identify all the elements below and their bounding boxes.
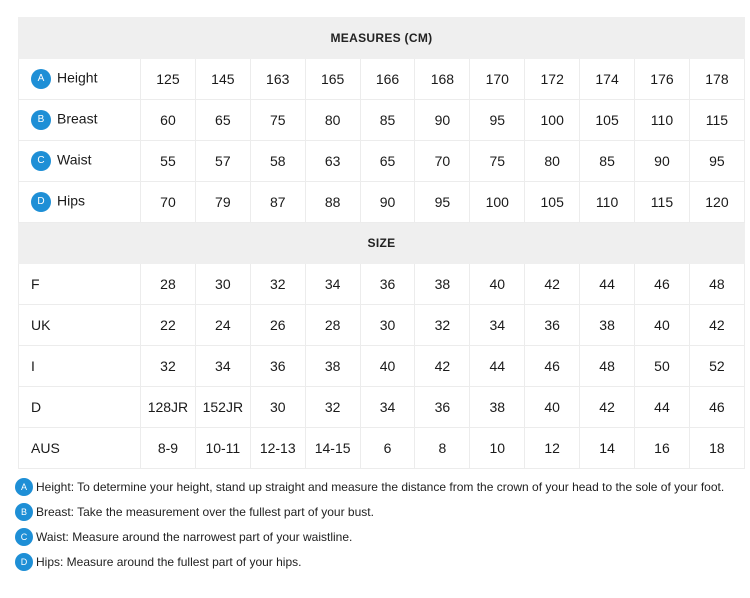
table-cell: 6 (360, 428, 415, 469)
size-row-d (19, 387, 745, 428)
table-cell: 36 (360, 264, 415, 305)
size-chart (18, 17, 744, 469)
table-cell: 172 (525, 59, 580, 100)
table-cell: 145 (195, 59, 250, 100)
table-cell: 34 (470, 305, 525, 346)
table-cell: 52 (689, 346, 744, 387)
table-cell: 32 (141, 346, 196, 387)
table-cell: 48 (580, 346, 635, 387)
size-label: UK (19, 305, 141, 346)
table-cell: 42 (689, 305, 744, 346)
measure-label (19, 59, 141, 100)
table-cell: 26 (250, 305, 305, 346)
table-cell: 44 (580, 264, 635, 305)
size-label: D (19, 387, 141, 428)
table-cell: 100 (525, 100, 580, 141)
table-cell: 18 (689, 428, 744, 469)
table-cell: 12-13 (250, 428, 305, 469)
table-cell: 90 (360, 182, 415, 223)
table-cell: 12 (525, 428, 580, 469)
measures-header: MEASURES (CM) (19, 18, 745, 59)
table-cell: 80 (305, 100, 360, 141)
badge-c-icon: C (31, 151, 51, 171)
table-cell: 174 (580, 59, 635, 100)
note-breast (15, 499, 745, 524)
table-cell: 100 (470, 182, 525, 223)
table-cell: 63 (305, 141, 360, 182)
measure-name: Waist (57, 151, 92, 168)
table-cell: 75 (250, 100, 305, 141)
note-text: Waist: Measure around the narrowest part of your waistline. (36, 529, 353, 544)
table-cell: 87 (250, 182, 305, 223)
note-text: Height: To determine your height, stand up straight and measure the distance from the crown of your head to the sole of your foot. (36, 479, 725, 494)
table-cell: 40 (635, 305, 690, 346)
table-cell: 42 (525, 264, 580, 305)
size-row-uk (19, 305, 745, 346)
measure-name: Height (57, 69, 98, 86)
table-cell: 110 (635, 100, 690, 141)
size-row-i (19, 346, 745, 387)
table-cell: 28 (305, 305, 360, 346)
table-cell: 32 (415, 305, 470, 346)
table-cell: 90 (415, 100, 470, 141)
table-cell: 38 (470, 387, 525, 428)
badge-c-icon: C (15, 528, 33, 546)
table-cell: 10 (470, 428, 525, 469)
table-cell: 70 (141, 182, 196, 223)
table-cell: 40 (470, 264, 525, 305)
table-cell: 46 (689, 387, 744, 428)
table-cell: 8-9 (141, 428, 196, 469)
badge-b-icon: B (31, 110, 51, 130)
table-cell: 8 (415, 428, 470, 469)
table-cell: 120 (689, 182, 744, 223)
table-cell: 24 (195, 305, 250, 346)
badge-a-icon: A (15, 478, 33, 496)
table-cell: 40 (360, 346, 415, 387)
table-cell: 85 (360, 100, 415, 141)
table-cell: 42 (580, 387, 635, 428)
table-cell: 95 (689, 141, 744, 182)
table-cell: 46 (635, 264, 690, 305)
table-cell: 50 (635, 346, 690, 387)
measure-label (19, 182, 141, 223)
table-cell: 57 (195, 141, 250, 182)
table-cell: 95 (415, 182, 470, 223)
measure-row-waist (19, 141, 745, 182)
table-cell: 30 (360, 305, 415, 346)
table-cell: 80 (525, 141, 580, 182)
size-label: I (19, 346, 141, 387)
note-text: Breast: Take the measurement over the fullest part of your bust. (36, 504, 374, 519)
table-cell: 95 (470, 100, 525, 141)
table-cell: 178 (689, 59, 744, 100)
table-cell: 34 (195, 346, 250, 387)
table-cell: 168 (415, 59, 470, 100)
table-cell: 40 (525, 387, 580, 428)
table-cell: 105 (580, 100, 635, 141)
table-cell: 46 (525, 346, 580, 387)
measures-header-row (19, 18, 745, 59)
table-cell: 128JR (141, 387, 196, 428)
table-cell: 176 (635, 59, 690, 100)
measure-row-breast (19, 100, 745, 141)
size-label: F (19, 264, 141, 305)
note-waist (15, 524, 745, 549)
table-cell: 30 (250, 387, 305, 428)
table-cell: 42 (415, 346, 470, 387)
note-height (15, 474, 745, 499)
table-cell: 166 (360, 59, 415, 100)
measure-name: Hips (57, 192, 86, 209)
badge-b-icon: B (15, 503, 33, 521)
table-cell: 55 (141, 141, 196, 182)
size-label: AUS (19, 428, 141, 469)
table-cell: 125 (141, 59, 196, 100)
measure-label (19, 141, 141, 182)
table-cell: 88 (305, 182, 360, 223)
badge-d-icon: D (15, 553, 33, 571)
table-cell: 32 (250, 264, 305, 305)
table-cell: 110 (580, 182, 635, 223)
table-cell: 65 (195, 100, 250, 141)
note-text: Hips: Measure around the fullest part of your hips. (36, 554, 302, 569)
table-cell: 75 (470, 141, 525, 182)
table-cell: 44 (635, 387, 690, 428)
size-header-row (19, 223, 745, 264)
table-cell: 105 (525, 182, 580, 223)
table-cell: 85 (580, 141, 635, 182)
badge-a-icon: A (31, 69, 51, 89)
table-cell: 152JR (195, 387, 250, 428)
badge-d-icon: D (31, 192, 51, 212)
measure-name: Breast (57, 110, 98, 127)
table-cell: 115 (689, 100, 744, 141)
table-cell: 44 (470, 346, 525, 387)
table-cell: 22 (141, 305, 196, 346)
table-cell: 65 (360, 141, 415, 182)
note-hips (15, 549, 745, 574)
table-cell: 14-15 (305, 428, 360, 469)
measure-label (19, 100, 141, 141)
table-cell: 38 (415, 264, 470, 305)
table-cell: 16 (635, 428, 690, 469)
table-cell: 60 (141, 100, 196, 141)
measure-row-hips (19, 182, 745, 223)
table-cell: 38 (305, 346, 360, 387)
table-cell: 34 (360, 387, 415, 428)
table-cell: 48 (689, 264, 744, 305)
table-cell: 34 (305, 264, 360, 305)
table-cell: 36 (525, 305, 580, 346)
table-cell: 36 (415, 387, 470, 428)
table-cell: 32 (305, 387, 360, 428)
table-cell: 30 (195, 264, 250, 305)
table-cell: 165 (305, 59, 360, 100)
table-cell: 163 (250, 59, 305, 100)
size-row-f (19, 264, 745, 305)
table-cell: 70 (415, 141, 470, 182)
measurement-notes (15, 474, 745, 574)
table-cell: 14 (580, 428, 635, 469)
measure-row-height (19, 59, 745, 100)
size-chart-table (18, 17, 745, 469)
table-cell: 38 (580, 305, 635, 346)
table-cell: 170 (470, 59, 525, 100)
table-cell: 10-11 (195, 428, 250, 469)
table-cell: 79 (195, 182, 250, 223)
table-cell: 90 (635, 141, 690, 182)
size-header: SIZE (19, 223, 745, 264)
table-cell: 36 (250, 346, 305, 387)
size-row-aus (19, 428, 745, 469)
table-cell: 115 (635, 182, 690, 223)
table-cell: 28 (141, 264, 196, 305)
table-cell: 58 (250, 141, 305, 182)
